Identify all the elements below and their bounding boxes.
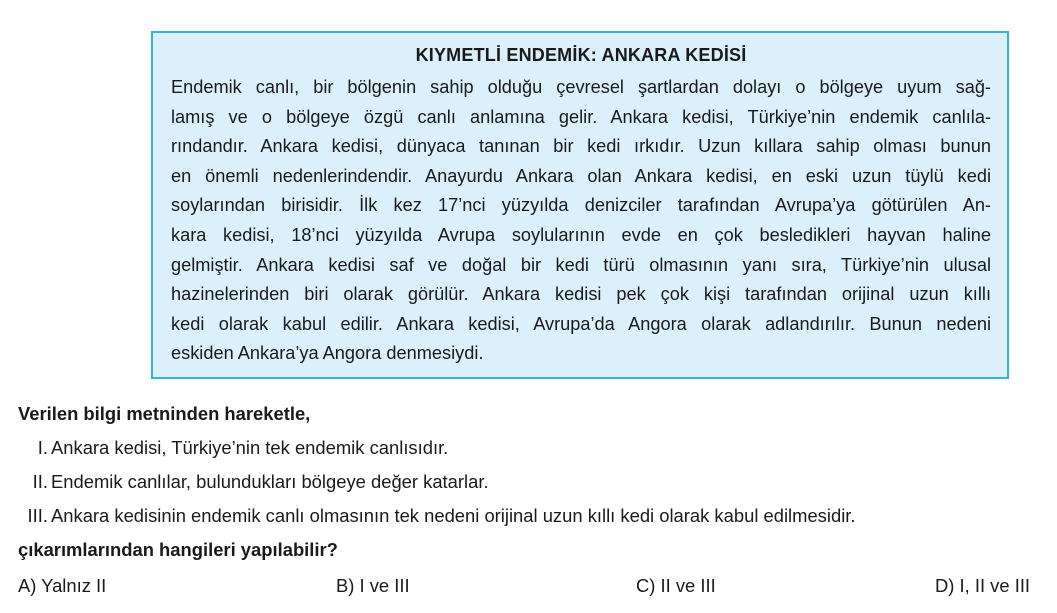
statement-text: Endemik canlılar, bulundukları bölgeye değer katarlar. [51, 471, 489, 492]
option-d[interactable]: D) I, II ve III [935, 575, 1031, 596]
info-box [151, 31, 1009, 379]
statement-item [18, 504, 1048, 538]
text-line: kara kedisi, 18’nci yüzyılda Avrupa soylularının evde en çok besledikleri hayvan haline [171, 224, 991, 245]
text-line: gelmiştir. Ankara kedisi saf ve doğal bir kedi türü olmasının yanı sıra, Türkiye’nin ulusal [171, 254, 991, 275]
text-line: hazinelerinden biri olarak görülür. Ankara kedisi pek çok kişi tarafından orijinal uzun kıllı [171, 284, 991, 305]
question [18, 402, 1048, 602]
text-line: Endemik canlı, bir bölgenin sahip olduğu çevresel şartlardan dolayı o bölgeye uyum sağ- [171, 77, 991, 97]
text-line: rındandır. Ankara kedisi, dünyaca tanınan bir kedi ırkıdır. Uzun kıllara sahip olması bunun [171, 136, 991, 157]
statement-item [18, 470, 1048, 504]
statement-text: Ankara kedisi, Türkiye’nin tek endemik canlısıdır. [51, 437, 449, 458]
text-line: en önemli nedenlerindendir. Anayurdu Ankara olan Ankara kedisi, en eski uzun tüylü kedi [171, 165, 991, 186]
statement-number: III. [27, 505, 48, 526]
statement-number: II. [32, 471, 48, 492]
option-b[interactable]: B) I ve III [336, 575, 410, 596]
statement-item [18, 436, 1048, 470]
answer-options [18, 574, 1048, 602]
text-line: eskiden Ankara’ya Angora denmesiydi. [171, 343, 484, 364]
option-c[interactable]: C) II ve III [636, 575, 716, 596]
info-box-text [171, 73, 991, 369]
question-ending: çıkarımlarından hangileri yapılabilir? [18, 539, 338, 560]
text-line: kedi olarak kabul edilir. Ankara kedisi, Avrupa’da Angora olarak adlandırılır. Bunun nedeni [171, 313, 991, 334]
info-box-title: KIYMETLİ ENDEMİK: ANKARA KEDİSİ [415, 45, 747, 65]
text-line: soylarından birisidir. İlk kez 17’nci yüzyılda denizciler tarafından Avrupa’ya götürülen An- [171, 195, 991, 216]
text-line: lamış ve o bölgeye özgü canlı anlamına gelir. Ankara kedisi, Türkiye’nin endemik canlıla- [171, 106, 991, 127]
question-stem: Verilen bilgi metninden hareketle, [18, 403, 311, 424]
option-a[interactable]: A) Yalnız II [18, 575, 107, 596]
statement-number: I. [37, 437, 48, 458]
statement-text: Ankara kedisinin endemik canlı olmasının tek nedeni orijinal uzun kıllı kedi olarak kabul edilmesidir. [51, 505, 856, 526]
